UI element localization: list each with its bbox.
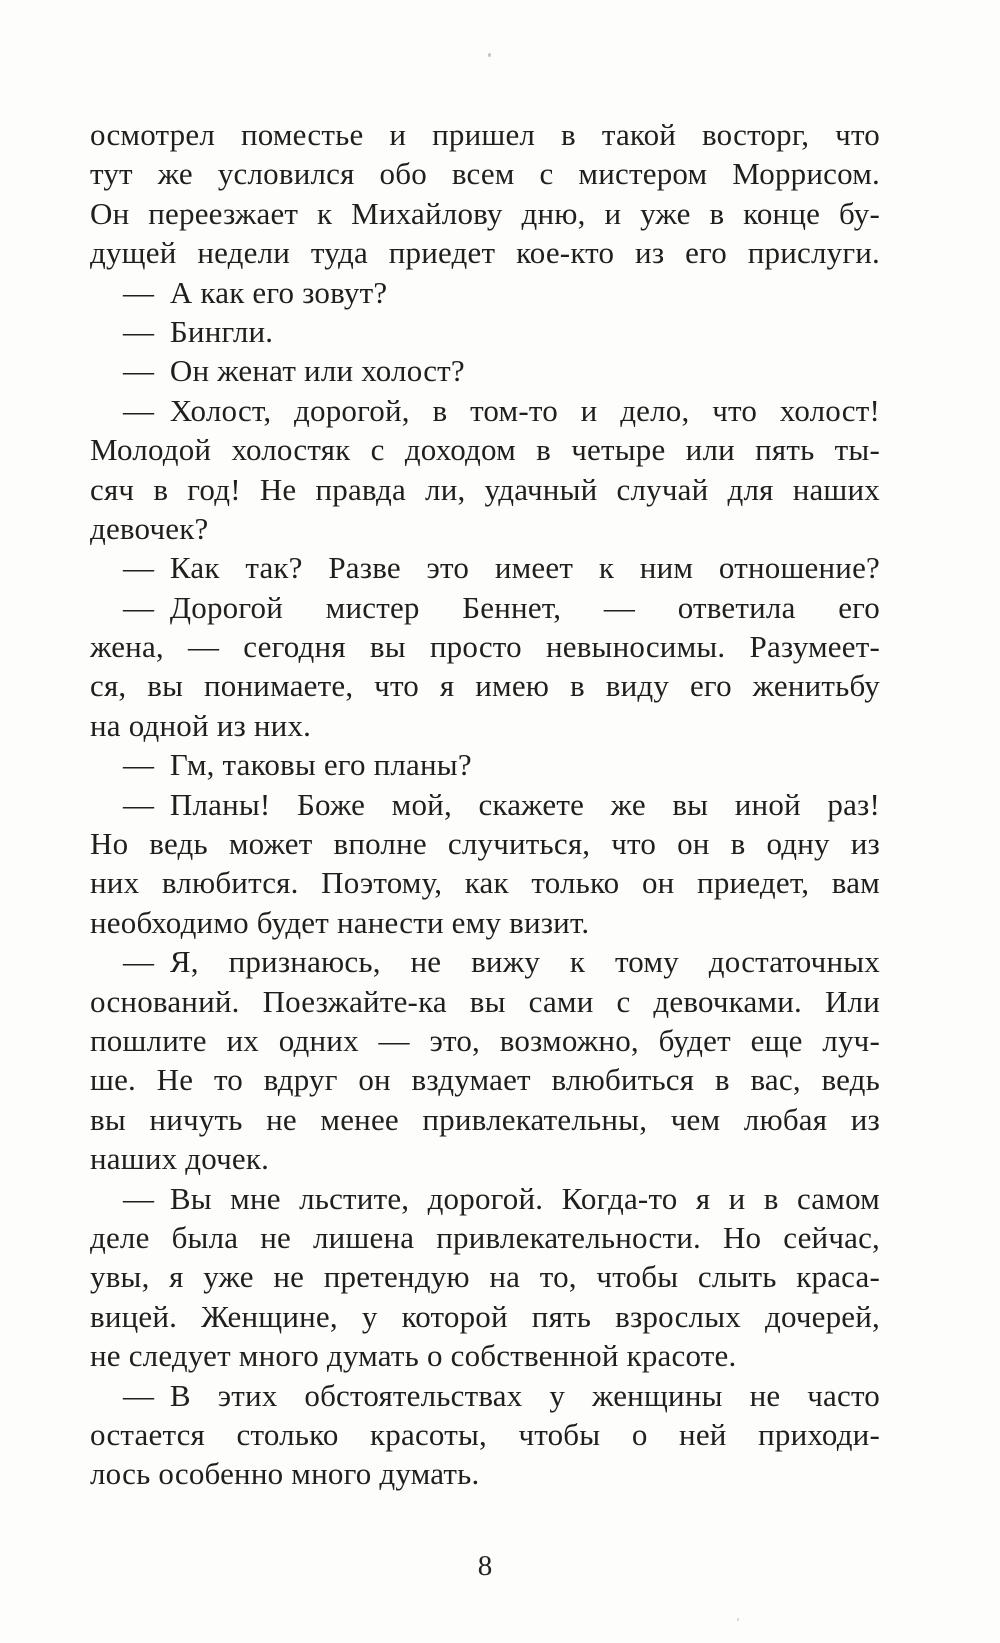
paragraph bbox=[90, 785, 880, 943]
scan-speck bbox=[488, 53, 491, 57]
paragraph bbox=[90, 312, 880, 351]
text-line: — В этих обстоятельствах у женщины не часто bbox=[123, 1377, 880, 1413]
text-line: увы, я уже не претендую на то, чтобы слыть краса- bbox=[90, 1259, 880, 1295]
text-line: тут же условился обо всем с мистером Моррисом. bbox=[90, 156, 880, 192]
text-line: вицей. Женщине, у которой пять взрослых дочерей, bbox=[90, 1298, 880, 1334]
text-line: наших дочек. bbox=[90, 1141, 270, 1177]
paragraph bbox=[90, 548, 880, 587]
paragraph bbox=[90, 391, 880, 549]
text-line: — А как его зовут? bbox=[123, 274, 388, 310]
paragraph bbox=[90, 588, 880, 746]
text-line: пошлите их одних — это, возможно, будет еще луч- bbox=[90, 1022, 880, 1058]
text-block bbox=[90, 115, 880, 1494]
text-line: сяч в год! Не правда ли, удачный случай для наших bbox=[90, 471, 880, 507]
page-number: 8 bbox=[477, 1550, 493, 1582]
text-line: — Я, признаюсь, не вижу к тому достаточных bbox=[123, 944, 880, 980]
text-line: деле была не лишена привлекательности. Но сейчас, bbox=[90, 1219, 880, 1255]
paragraph bbox=[90, 1179, 880, 1376]
text-line: необходимо будет нанести ему визит. bbox=[90, 904, 590, 940]
text-line: осмотрел поместье и пришел в такой восторг, что bbox=[90, 117, 880, 152]
text-line: — Бингли. bbox=[123, 313, 274, 349]
text-line: — Как так? Разве это имеет к ним отношение? bbox=[123, 550, 880, 586]
text-line: оснований. Поезжайте-ка вы сами с девочками. Или bbox=[90, 983, 880, 1019]
text-line: на одной из них. bbox=[90, 707, 312, 743]
text-line: ше. Не то вдруг он вздумает влюбиться в вас, ведь bbox=[90, 1062, 880, 1098]
text-line: Но ведь может вполне случиться, что он в одну из bbox=[90, 826, 880, 862]
text-line: — Планы! Боже мой, скажете же вы иной раз! bbox=[123, 786, 880, 822]
text-line: них влюбится. Поэтому, как только он приедет, вам bbox=[90, 865, 880, 901]
text-line: дущей недели туда приедет кое-кто из его прислуги. bbox=[90, 235, 880, 271]
text-line: — Гм, таковы его планы? bbox=[123, 747, 472, 783]
text-line: — Вы мне льстите, дорогой. Когда-то я и в самом bbox=[123, 1180, 880, 1216]
paragraph bbox=[90, 745, 880, 784]
paragraph bbox=[90, 273, 880, 312]
text-line: остается столько красоты, чтобы о ней приходи- bbox=[90, 1416, 880, 1452]
paragraph bbox=[90, 351, 880, 390]
text-line: Он переезжает к Михайлову дню, и уже в конце бу- bbox=[90, 195, 880, 231]
text-line: — Он женат или холост? bbox=[123, 353, 465, 389]
paragraph bbox=[90, 1376, 880, 1494]
text-line: лось особенно много думать. bbox=[90, 1456, 480, 1492]
text-line: — Дорогой мистер Беннет, — ответила его bbox=[123, 589, 880, 625]
text-line: вы ничуть не менее привлекательны, чем любая из bbox=[90, 1101, 880, 1137]
paragraph bbox=[90, 942, 880, 1178]
text-line: Молодой холостяк с доходом в четыре или пять ты- bbox=[90, 432, 880, 468]
text-line: ся, вы понимаете, что я имею в виду его женитьбу bbox=[90, 668, 880, 704]
text-line: — Холост, дорогой, в том-то и дело, что холост! bbox=[123, 392, 880, 428]
scan-speck bbox=[737, 1618, 739, 1621]
text-line: не следует много думать о собственной красоте. bbox=[90, 1338, 737, 1374]
text-line: жена, — сегодня вы просто невыносимы. Разумеет- bbox=[90, 629, 880, 665]
paragraph bbox=[90, 115, 880, 273]
text-line: девочек? bbox=[90, 510, 209, 546]
